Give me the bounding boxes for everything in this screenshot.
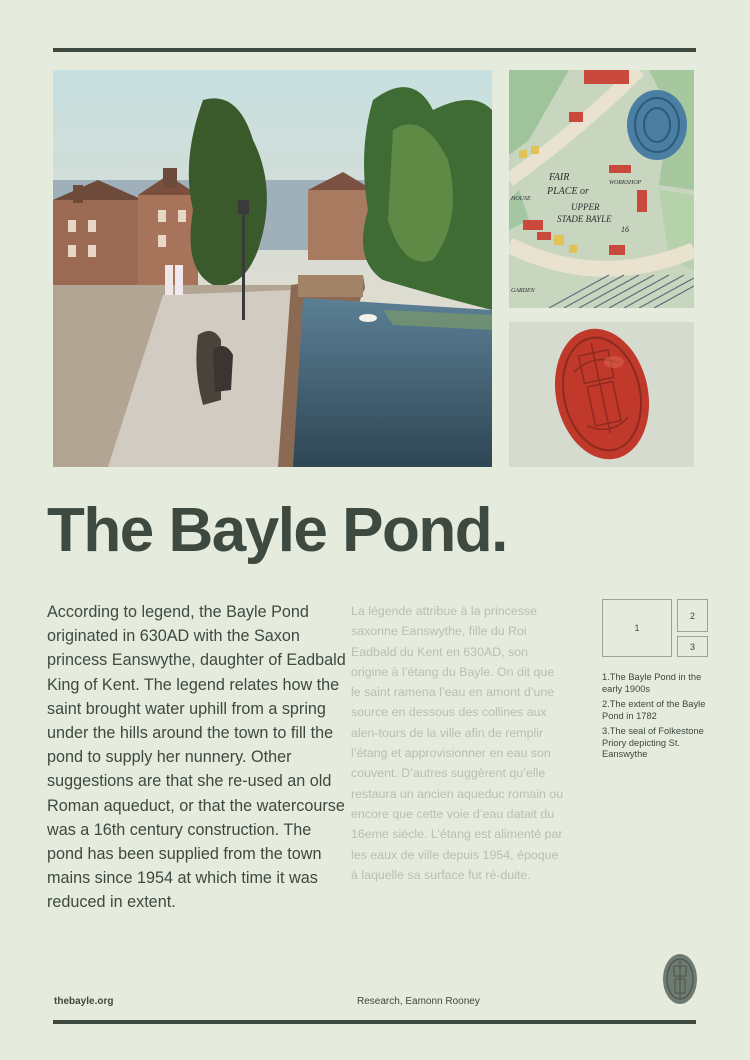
image-key-1: 1 [602,599,672,657]
bayle-map-1782 [509,70,694,308]
map-label-upper: UPPER [571,202,600,212]
bayle-pond-photo [53,70,492,467]
map-label-garden: GARDEN [511,288,535,294]
footer-site-link[interactable]: thebayle.org [54,996,114,1007]
image-key-2: 2 [677,599,708,632]
page-title: The Bayle Pond. [47,496,507,565]
caption-2: 2.The extent of the Bayle Pond in 1782 [602,699,706,721]
map-label-16: 16 [621,225,629,234]
caption-3: 3.The seal of Folkestone Priory depicting St. Eanswythe [602,726,704,759]
seal-logo-icon [661,952,699,1006]
map-label-bayle: STADE BAYLE [557,214,612,224]
map-label-workshop: WORKSHOP [609,180,642,186]
bottom-rule [53,1020,696,1024]
body-text-french: La légende attribue à la princesse saxonne Eanswythe, fille du Roi Eadbald du Kent en 630AD, son origine à l’étang du Bayle. On dit que le saint ramena l’eau en amont d’une source en dessous des collines aux alen-tours de la ville afin de remplir l’étang et approvisionner en eau son couvent. D’autres suggèrent qu’elle restaura un ancien aqueduc romain ou encore que cette voie d’eau datait du 16eme siécle. L’étang est alimenté par les eaux de ville depuis 1954, époque à laquelle sa surface fut ré-duite. [351,604,564,882]
body-text-english: According to legend, the Bayle Pond originated in 630AD with the Saxon princess Eanswythe, daughter of Eadbald King of Kent. The legend relates how the saint brought water uphill from a spring under the hills around the town to fill the pond to supply her nunnery. Other suggestions are that she re-used an old Roman aqueduct, or that the watercourse was a 16th century construction. The pond has been supplied from the town mains since 1954 at which time it was reduced in extent. [47,603,346,912]
footer-credit: Research, Eamonn Rooney [357,996,480,1007]
image-captions [602,672,712,765]
caption-1: 1.The Bayle Pond in the early 1900s [602,672,702,694]
priory-seal-photo [509,322,694,467]
map-label-fair: FAIR [549,172,570,183]
top-rule [53,48,696,52]
image-key-3: 3 [677,636,708,657]
map-label-house: HOUSE [511,196,531,202]
map-label-place: PLACE or [547,186,589,197]
